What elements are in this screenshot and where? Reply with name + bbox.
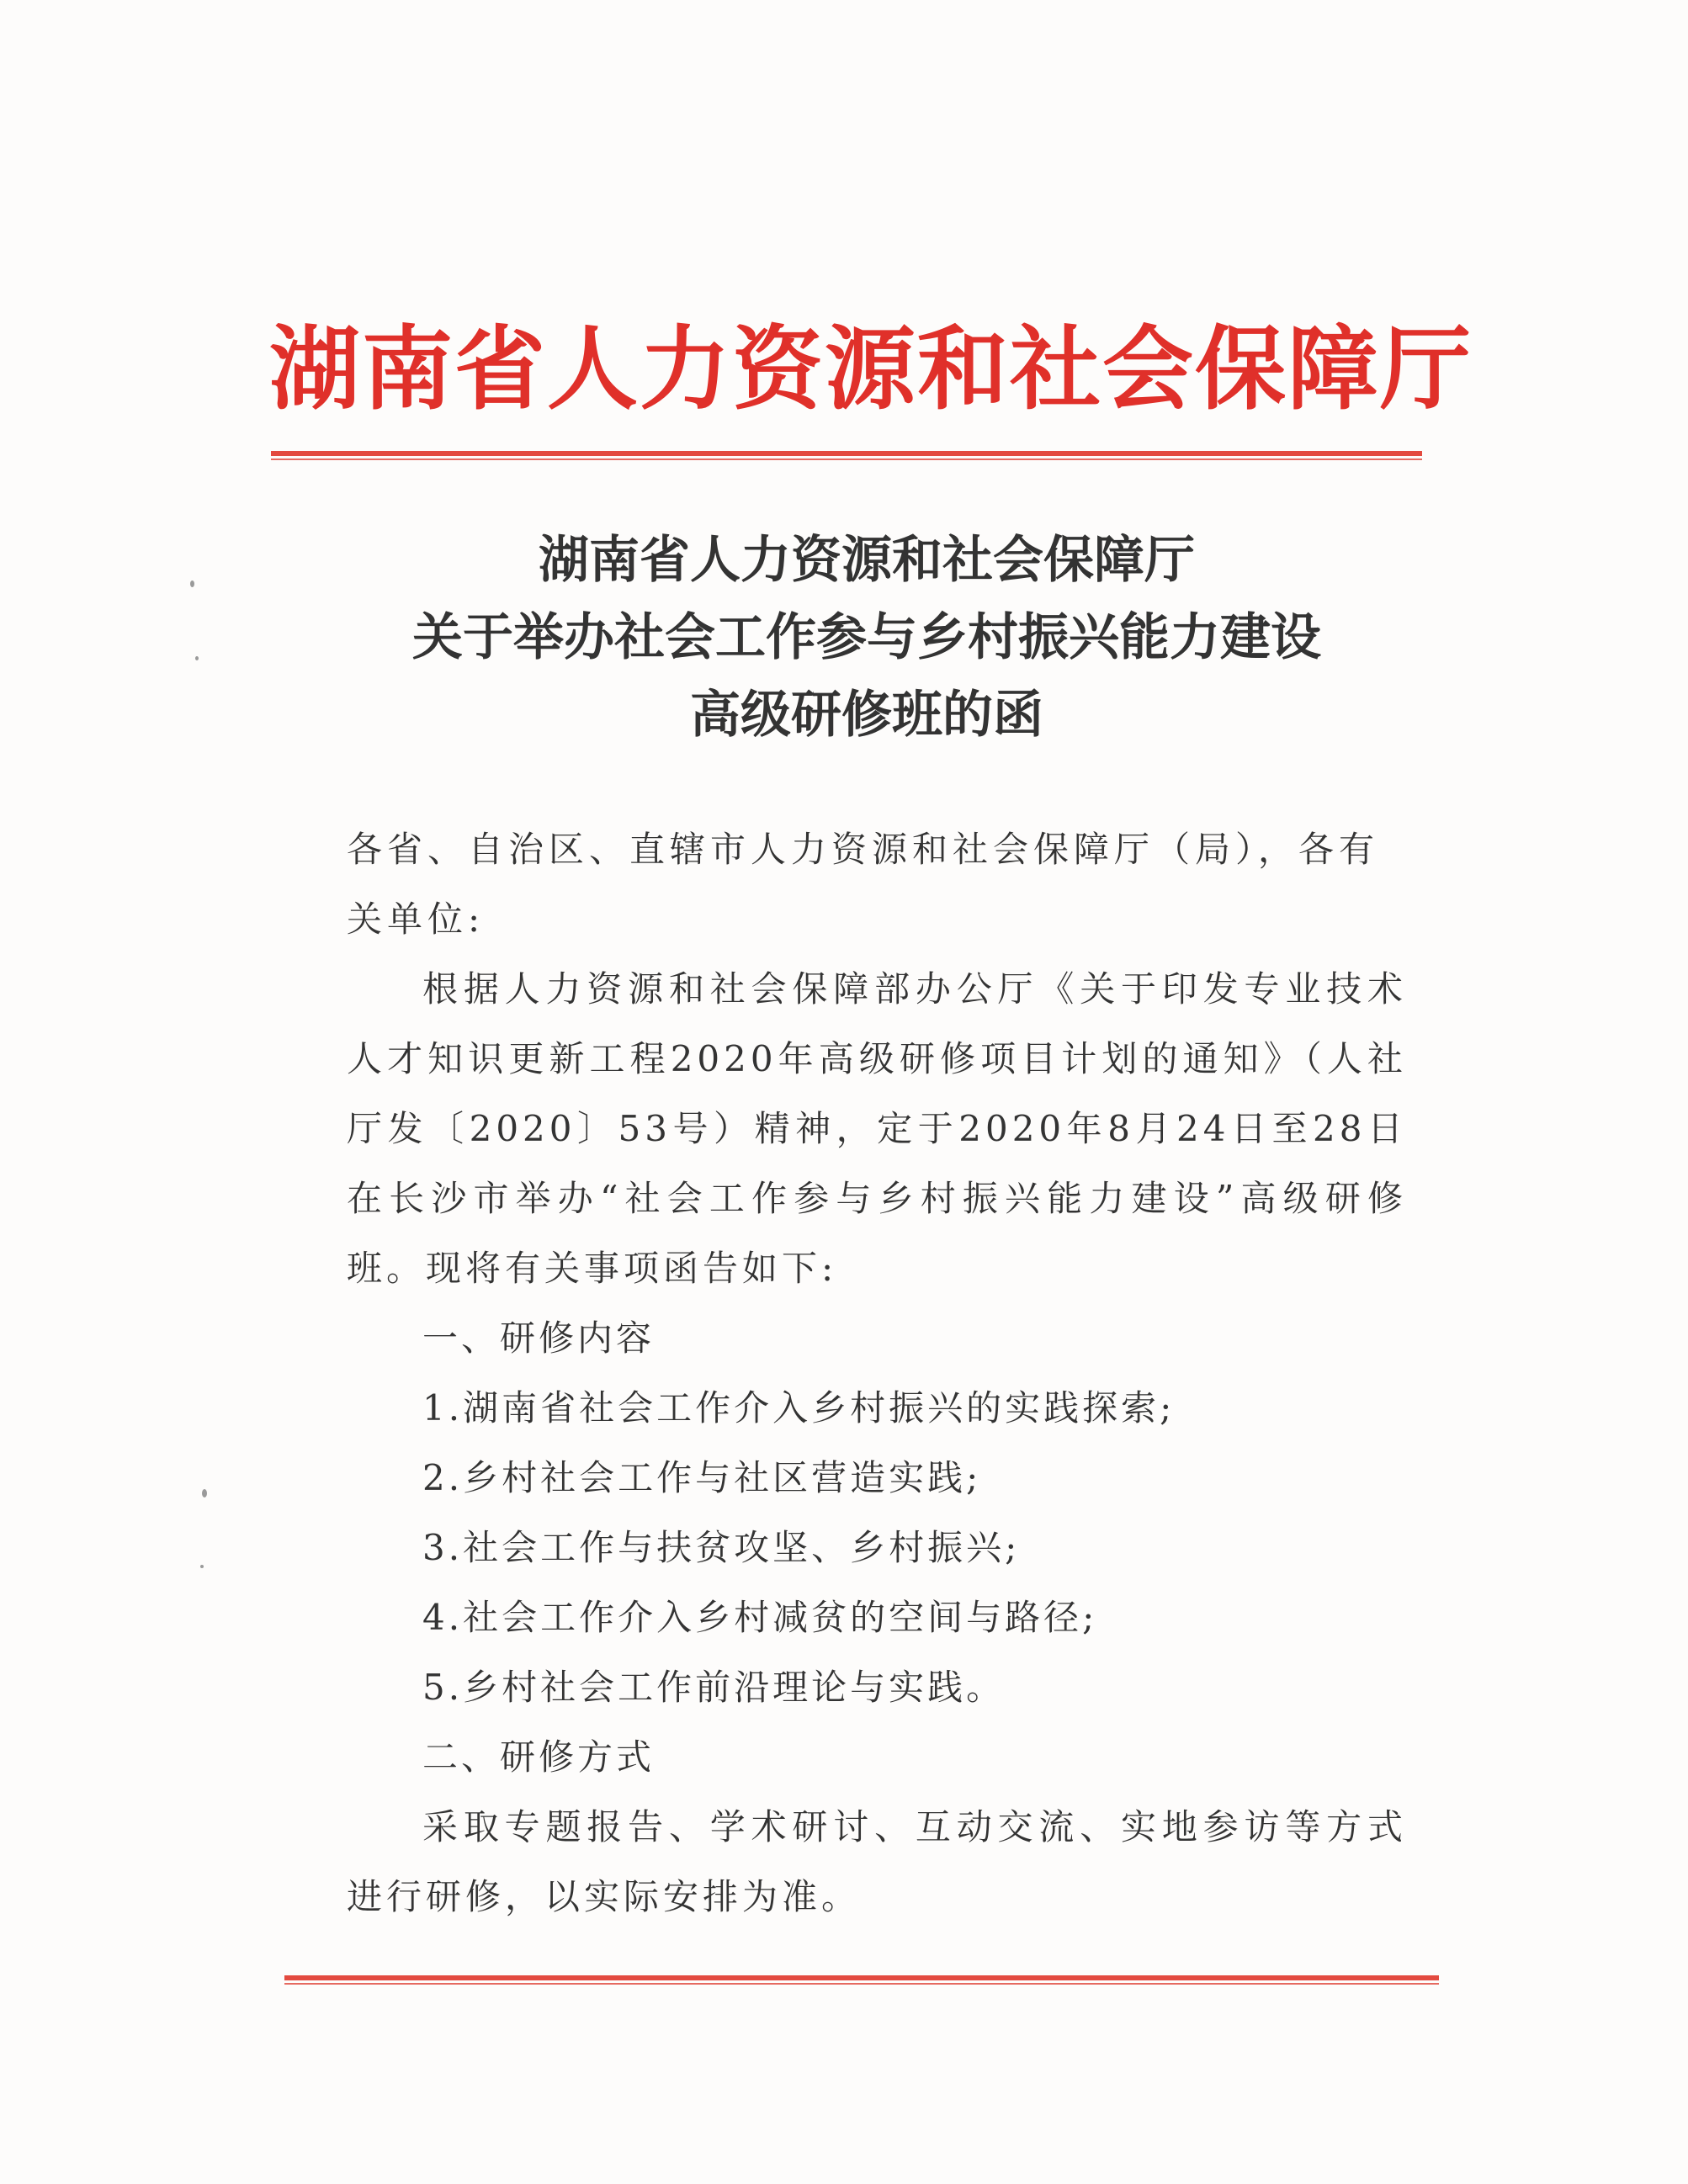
document-title [269,522,1464,754]
red-rule-thin [284,1983,1439,1985]
section-heading-method: 二、研修方式 [422,1736,656,1778]
scan-speck [202,1489,207,1498]
list-item: 4.社会工作介入乡村减贫的空间与路径; [422,1597,1098,1638]
document-body [347,814,1407,1932]
scan-speck [190,580,194,587]
red-rule-thick [271,451,1422,456]
title-line-2: 关于举办社会工作参与乡村振兴能力建设 [412,608,1321,667]
list-item: 3.社会工作与扶贫攻坚、乡村振兴; [422,1527,1021,1568]
salutation: 各省、自治区、直辖市人力资源和社会保障厅（局），各有关单位: [347,829,1380,940]
letterhead-red-rule [271,451,1422,463]
title-line-1: 湖南省人力资源和社会保障厅 [539,531,1195,590]
section-heading-content: 一、研修内容 [422,1317,656,1359]
scan-speck [200,1565,204,1568]
letterhead-org-name: 湖南省人力资源和社会保障厅 [269,317,1473,422]
list-item: 1.湖南省社会工作介入乡村振兴的实践探索; [422,1387,1176,1429]
list-item: 2.乡村社会工作与社区营造实践; [422,1457,982,1498]
list-item: 5.乡村社会工作前沿理论与实践。 [422,1667,1006,1708]
scan-speck [195,656,199,660]
method-paragraph: 采取专题报告、学术研讨、互动交流、实地参访等方式进行研修，以实际安排为准。 [347,1806,1407,1917]
title-line-3: 高级研修班的函 [690,686,1043,745]
footer-red-rule [284,1975,1439,1987]
intro-paragraph: 根据人力资源和社会保障部办公厅《关于印发专业技术人才知识更新工程2020年高级研修项目计划的通知》（人社厅发〔2020〕53号）精神，定于2020年8月24日至28日在长沙市举办“社会工作参与乡村振兴能力建设”高级研修班。现将有关事项函告如下: [347,968,1407,1289]
red-rule-thick [284,1975,1439,1980]
red-rule-thin [271,459,1422,460]
